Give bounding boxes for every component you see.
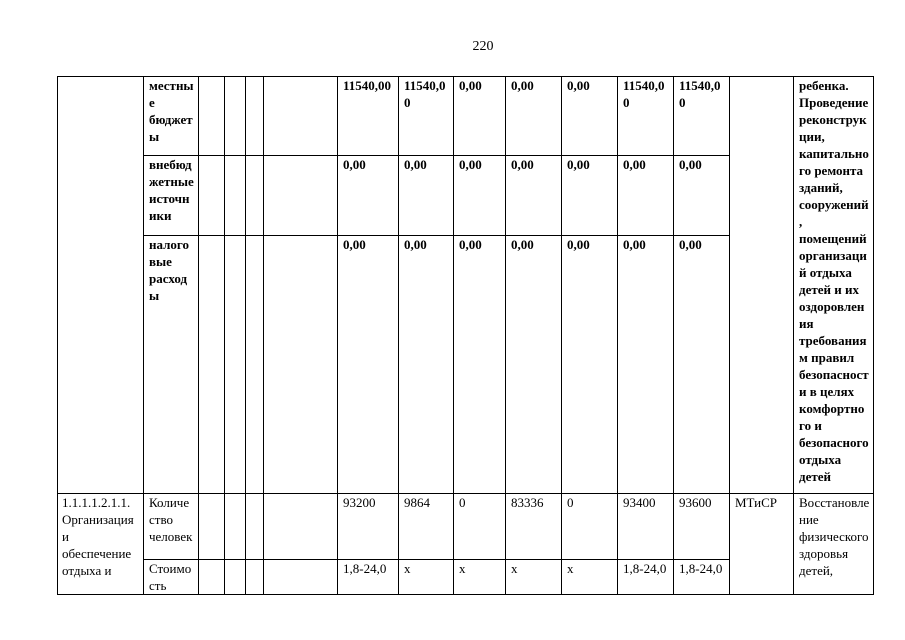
empty-cell: [199, 560, 225, 595]
value-cell: 0,00: [506, 236, 562, 494]
empty-cell: [225, 77, 246, 156]
value-cell: 0,00: [399, 156, 454, 236]
result-cell: Восстановле ние физического здоровья детей,: [794, 494, 874, 595]
code-cell: [58, 77, 144, 494]
value-cell: 0,00: [338, 156, 399, 236]
page-number: 220: [472, 39, 494, 54]
value-cell: 0,00: [506, 156, 562, 236]
value-cell: 11540,0 0: [674, 77, 730, 156]
empty-cell: [199, 494, 225, 560]
value-cell: 0,00: [674, 156, 730, 236]
empty-cell: [264, 560, 338, 595]
value-cell: 0: [562, 494, 618, 560]
empty-cell: [225, 236, 246, 494]
funding-source-cell: налого вые расход ы: [144, 236, 199, 494]
value-cell: 1,8-24,0: [338, 560, 399, 595]
value-cell: 83336: [506, 494, 562, 560]
value-cell: 0,00: [618, 156, 674, 236]
empty-cell: [199, 156, 225, 236]
value-cell: 11540,00: [338, 77, 399, 156]
empty-cell: [225, 156, 246, 236]
value-cell: 0: [454, 494, 506, 560]
indicator-cell: Количе ство человек: [144, 494, 199, 560]
empty-cell: [199, 236, 225, 494]
program-table: [57, 76, 874, 595]
table-row: [58, 77, 874, 156]
value-cell: 9864: [399, 494, 454, 560]
empty-cell: [246, 494, 264, 560]
empty-cell: [264, 156, 338, 236]
value-cell: 0,00: [674, 236, 730, 494]
empty-cell: [225, 494, 246, 560]
empty-cell: [246, 560, 264, 595]
empty-cell: [246, 77, 264, 156]
value-cell: х: [454, 560, 506, 595]
result-cell: ребенка. Проведение реконструк ции, капитально го ремонта зданий, сооружений , помещений организаци й отдыха детей и их оздоровлен ия требования м правил безопасност и в целях комфортно го и безопасного отдыха детей: [794, 77, 874, 494]
code-cell: 1.1.1.1.2.1.1. Организация и обеспечение отдыха и: [58, 494, 144, 595]
empty-cell: [264, 77, 338, 156]
responsible-cell: МТиСР: [730, 494, 794, 595]
empty-cell: [199, 77, 225, 156]
value-cell: 11540,0 0: [399, 77, 454, 156]
value-cell: х: [562, 560, 618, 595]
value-cell: 11540,0 0: [618, 77, 674, 156]
value-cell: 0,00: [399, 236, 454, 494]
value-cell: 93200: [338, 494, 399, 560]
value-cell: 0,00: [506, 77, 562, 156]
table-row: [58, 494, 874, 560]
value-cell: 1,8-24,0: [618, 560, 674, 595]
value-cell: 0,00: [562, 77, 618, 156]
indicator-cell: Стоимо сть: [144, 560, 199, 595]
value-cell: 0,00: [454, 77, 506, 156]
value-cell: 0,00: [618, 236, 674, 494]
value-cell: 93600: [674, 494, 730, 560]
value-cell: 0,00: [454, 156, 506, 236]
value-cell: 93400: [618, 494, 674, 560]
empty-cell: [264, 236, 338, 494]
value-cell: 0,00: [338, 236, 399, 494]
value-cell: 0,00: [454, 236, 506, 494]
value-cell: 0,00: [562, 156, 618, 236]
value-cell: х: [399, 560, 454, 595]
empty-cell: [264, 494, 338, 560]
value-cell: 1,8-24,0: [674, 560, 730, 595]
empty-cell: [246, 156, 264, 236]
funding-source-cell: внебюд жетные источн ики: [144, 156, 199, 236]
value-cell: 0,00: [562, 236, 618, 494]
empty-cell: [246, 236, 264, 494]
empty-cell: [225, 560, 246, 595]
responsible-cell: [730, 77, 794, 494]
funding-source-cell: местны е бюджет ы: [144, 77, 199, 156]
value-cell: х: [506, 560, 562, 595]
